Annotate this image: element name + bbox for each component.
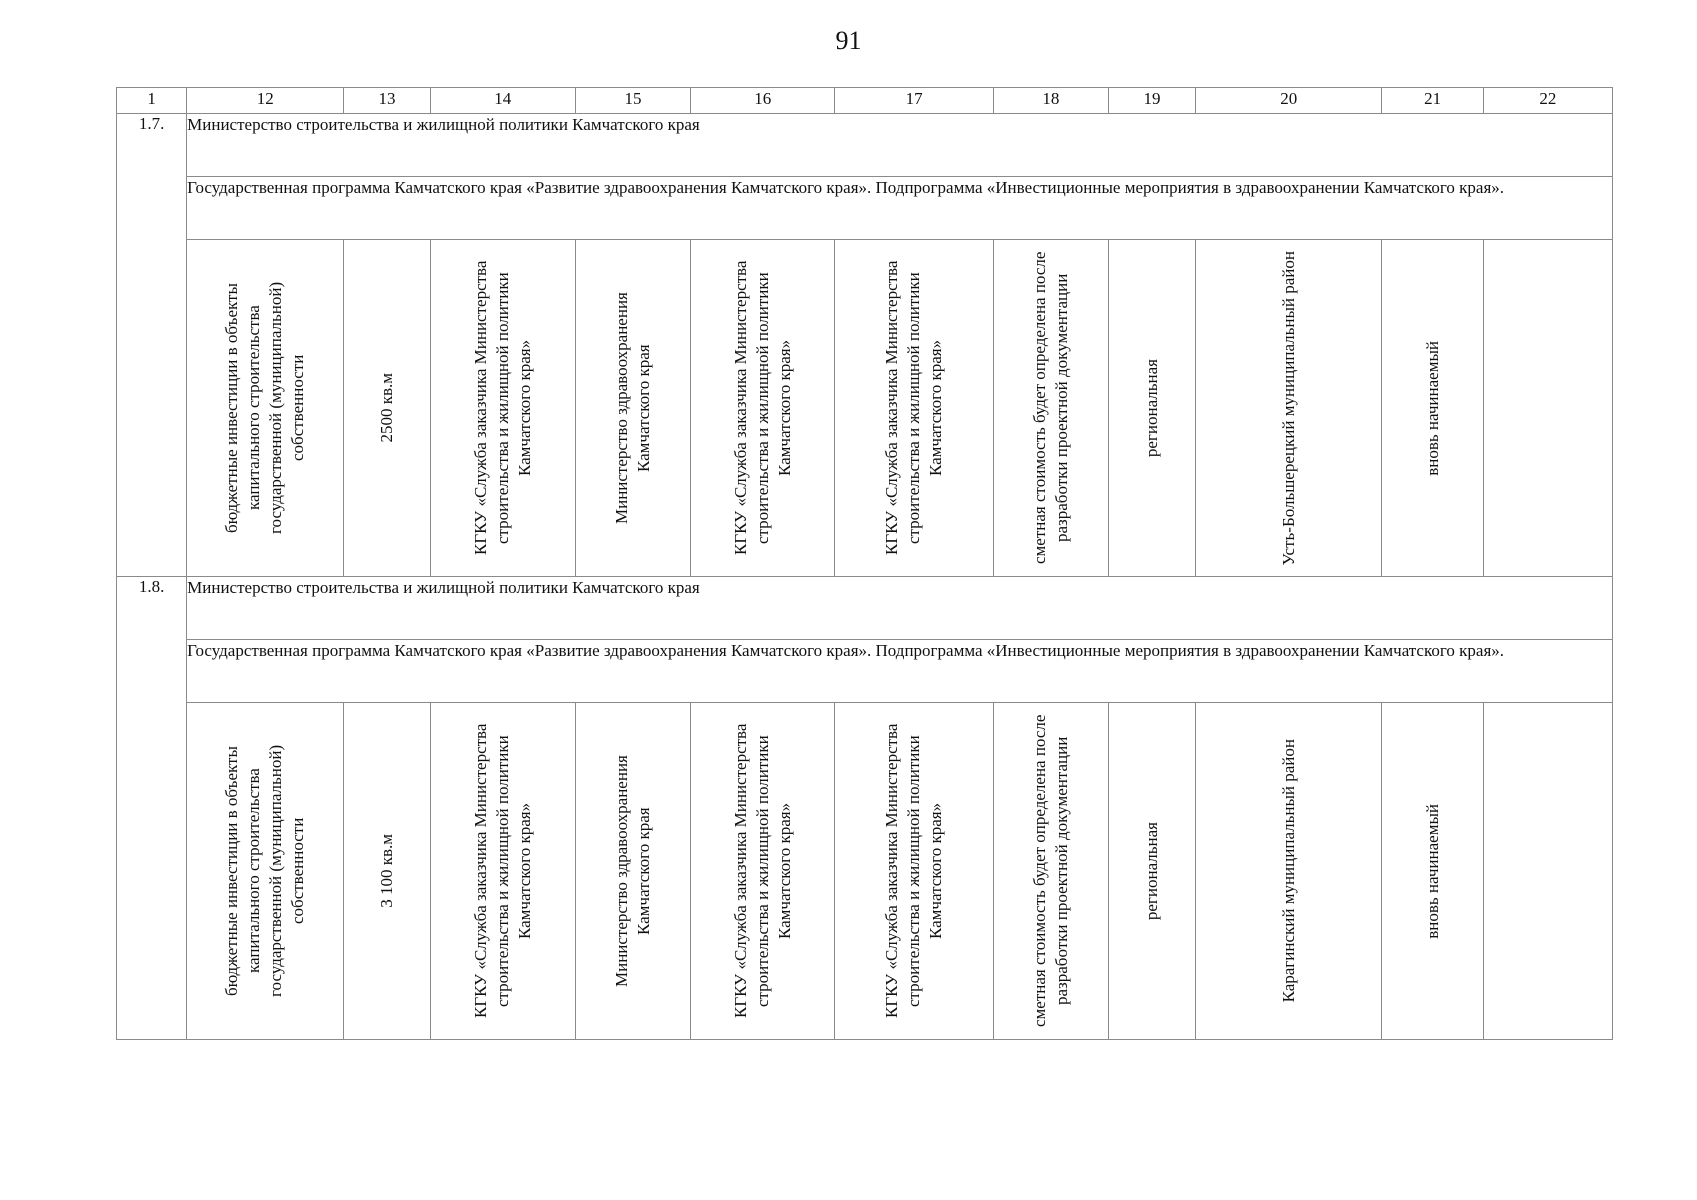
column-header: 17 bbox=[835, 88, 993, 114]
entry-detail-row bbox=[117, 240, 1613, 577]
column-header: 16 bbox=[691, 88, 835, 114]
detail-cell bbox=[575, 240, 690, 577]
entry-number: 1.7. bbox=[117, 114, 187, 577]
detail-cell bbox=[575, 703, 690, 1040]
detail-cell bbox=[430, 703, 575, 1040]
detail-text: КГКУ «Служба заказчика Министерства строительства и жилищной политики Камчатского края» bbox=[882, 723, 946, 1019]
detail-cell bbox=[993, 703, 1108, 1040]
detail-text: КГКУ «Служба заказчика Министерства строительства и жилищной политики Камчатского края» bbox=[730, 723, 794, 1019]
detail-text: КГКУ «Служба заказчика Министерства строительства и жилищной политики Камчатского края» bbox=[470, 260, 534, 556]
entry-ministry-row bbox=[117, 114, 1613, 177]
column-header: 20 bbox=[1196, 88, 1382, 114]
detail-cell bbox=[430, 240, 575, 577]
detail-text: КГКУ «Служба заказчика Министерства строительства и жилищной политики Камчатского края» bbox=[730, 260, 794, 556]
entry-program-row bbox=[117, 177, 1613, 240]
detail-cell bbox=[1196, 703, 1382, 1040]
detail-cell bbox=[691, 240, 835, 577]
detail-text: КГКУ «Служба заказчика Министерства строительства и жилищной политики Камчатского края» bbox=[882, 260, 946, 556]
detail-text: вновь начинаемый bbox=[1422, 803, 1442, 939]
investment-table bbox=[116, 87, 1613, 1040]
detail-text: 2500 кв.м bbox=[377, 373, 397, 443]
entry-detail-row bbox=[117, 703, 1613, 1040]
detail-text: Усть-Большерецкий муниципальный район bbox=[1278, 250, 1298, 566]
detail-cell bbox=[1382, 703, 1483, 1040]
column-number-row bbox=[117, 88, 1613, 114]
column-header: 22 bbox=[1483, 88, 1612, 114]
column-header: 14 bbox=[430, 88, 575, 114]
column-header: 12 bbox=[187, 88, 344, 114]
detail-cell bbox=[691, 703, 835, 1040]
column-header: 1 bbox=[117, 88, 187, 114]
detail-cell bbox=[993, 240, 1108, 577]
detail-text: 3 100 кв.м bbox=[377, 834, 397, 908]
detail-text: Министерство здравоохранения Камчатского края bbox=[612, 292, 654, 524]
detail-text: бюджетные инвестиции в объекты капитального строительства государственной (муниципальной) собственности bbox=[222, 281, 308, 535]
entry-number: 1.8. bbox=[117, 577, 187, 1040]
detail-cell bbox=[1108, 240, 1195, 577]
detail-cell bbox=[835, 240, 993, 577]
column-header: 21 bbox=[1382, 88, 1483, 114]
detail-text: сметная стоимость будет определена после разработки проектной документации bbox=[1029, 714, 1071, 1028]
detail-text: вновь начинаемый bbox=[1422, 340, 1442, 476]
detail-text: бюджетные инвестиции в объекты капитального строительства государственной (муниципальной) собственности bbox=[222, 744, 308, 998]
column-header: 13 bbox=[344, 88, 430, 114]
detail-cell bbox=[344, 240, 430, 577]
detail-cell bbox=[187, 240, 344, 577]
program-name: Государственная программа Камчатского края «Развитие здравоохранения Камчатского края». Подпрограмма «Инвестиционные мероприятия в здравоохранении Камчатского края». bbox=[187, 640, 1613, 703]
ministry-name: Министерство строительства и жилищной политики Камчатского края bbox=[187, 577, 1613, 640]
detail-cell bbox=[1483, 703, 1612, 1040]
entry-ministry-row bbox=[117, 577, 1613, 640]
column-header: 19 bbox=[1108, 88, 1195, 114]
page-number: 91 bbox=[835, 26, 862, 55]
column-header: 15 bbox=[575, 88, 690, 114]
detail-text: Министерство здравоохранения Камчатского края bbox=[612, 755, 654, 987]
program-name: Государственная программа Камчатского края «Развитие здравоохранения Камчатского края». Подпрограмма «Инвестиционные мероприятия в здравоохранении Камчатского края». bbox=[187, 177, 1613, 240]
detail-cell bbox=[1382, 240, 1483, 577]
ministry-name: Министерство строительства и жилищной политики Камчатского края bbox=[187, 114, 1613, 177]
detail-text: КГКУ «Служба заказчика Министерства строительства и жилищной политики Камчатского края» bbox=[470, 723, 534, 1019]
detail-text: региональная bbox=[1142, 358, 1162, 458]
detail-cell bbox=[187, 703, 344, 1040]
detail-cell bbox=[344, 703, 430, 1040]
column-header: 18 bbox=[993, 88, 1108, 114]
detail-cell bbox=[1483, 240, 1612, 577]
detail-text: сметная стоимость будет определена после разработки проектной документации bbox=[1029, 251, 1071, 565]
detail-cell bbox=[835, 703, 993, 1040]
detail-cell bbox=[1108, 703, 1195, 1040]
detail-text: региональная bbox=[1142, 821, 1162, 921]
entry-program-row bbox=[117, 640, 1613, 703]
detail-text: Карагинский муниципальный район bbox=[1278, 739, 1298, 1003]
detail-cell bbox=[1196, 240, 1382, 577]
